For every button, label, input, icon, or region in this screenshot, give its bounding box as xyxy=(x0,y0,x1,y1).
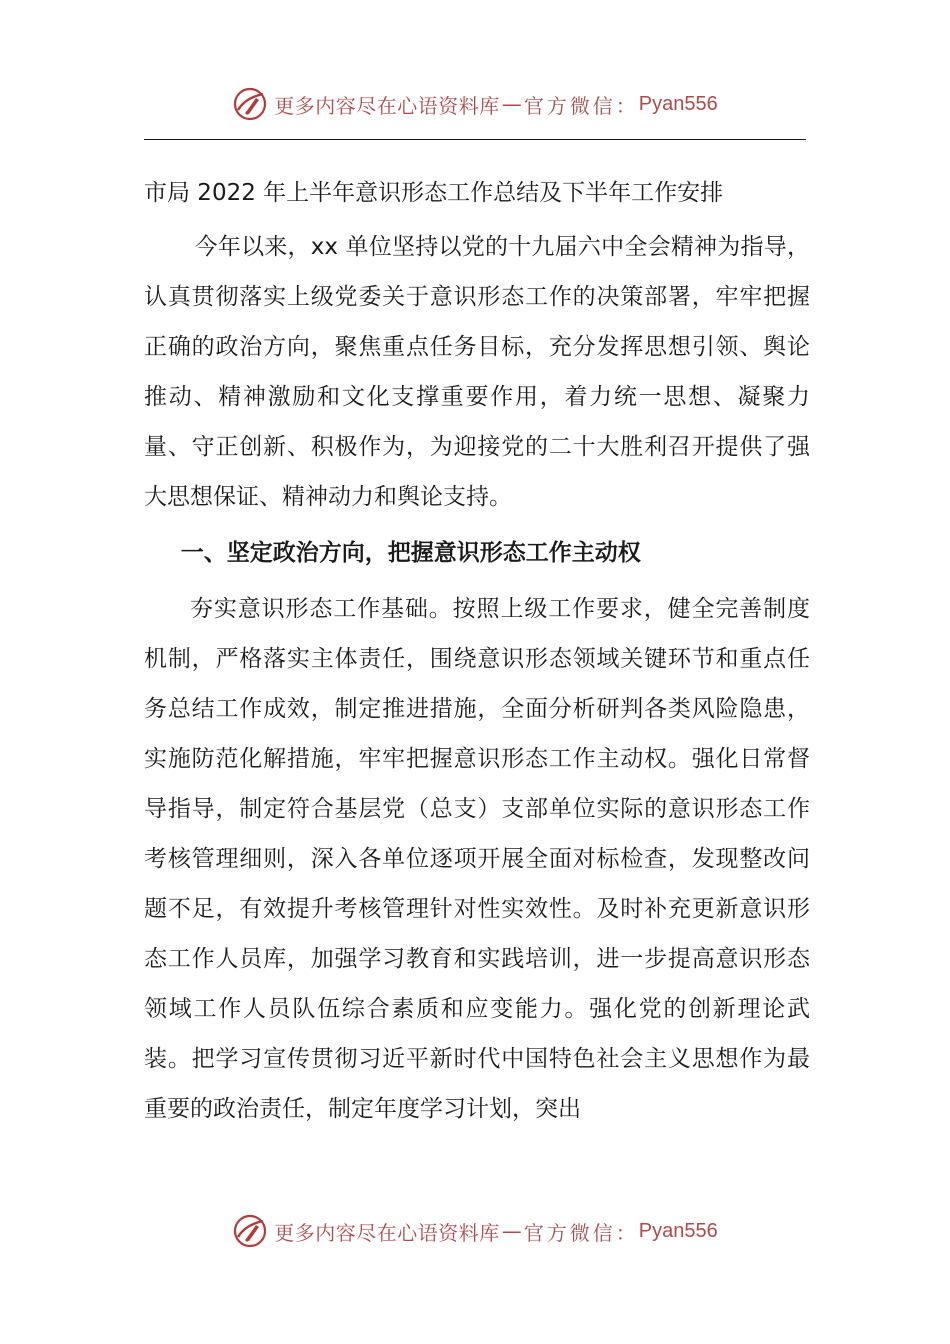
banner-slogan: 更多内容尽在心语资料库 xyxy=(274,93,500,118)
banner-separator: — xyxy=(501,92,522,116)
pen-swirl-logo-icon xyxy=(232,86,268,122)
intro-paragraph: 今年以来，xx 单位坚持以党的十九届六中全会精神为指导，认真贯彻落实上级党委关于意识形态工作的决策部署，牢牢把握正确的政治方向，聚焦重点任务目标，充分发挥思想引领、舆论推动、精神激励和文化支撑重要作用，着力统一思想、凝聚力量、守正创新、积极作为，为迎接党的二十大胜利召开提供了强大思想保证、精神动力和舆论支持。 xyxy=(144,234,810,510)
document-title: 市局 2022 年上半年意识形态工作总结及下半年工作安排 xyxy=(144,180,724,206)
banner-wechat-label: 官方微信： xyxy=(523,1220,639,1245)
banner-slogan: 更多内容尽在心语资料库 xyxy=(274,1220,500,1245)
footer-banner xyxy=(0,1211,950,1251)
banner-separator: — xyxy=(501,1219,522,1243)
banner-wechat-handle: Pyan556 xyxy=(638,1219,718,1242)
pen-swirl-logo-icon xyxy=(232,1213,268,1249)
banner-wechat-label: 官方微信： xyxy=(523,93,639,118)
section-heading: 一、坚定政治方向，把握意识形态工作主动权 xyxy=(180,540,641,566)
banner-wechat-handle: Pyan556 xyxy=(638,92,718,115)
document-body xyxy=(144,168,810,1134)
header-divider xyxy=(144,139,806,140)
section-paragraph: 夯实意识形态工作基础。按照上级工作要求，健全完善制度机制，严格落实主体责任，围绕意识形态领域关键环节和重点任务总结工作成效，制定推进措施，全面分析研判各类风险隐患，实施防范化解措施，牢牢把握意识形态工作主动权。强化日常督导指导，制定符合基层党（总支）支部单位实际的意识形态工作考核管理细则，深入各单位逐项开展全面对标检查，发现整改问题不足，有效提升考核管理针对性实效性。及时补充更新意识形态工作人员库，加强学习教育和实践培训，进一步提高意识形态领域工作人员队伍综合素质和应变能力。强化党的创新理论武装。把学习宣传贯彻习近平新时代中国特色社会主义思想作为最重要的政治责任，制定年度学习计划，突出 xyxy=(144,596,810,1122)
header-banner xyxy=(0,84,950,124)
